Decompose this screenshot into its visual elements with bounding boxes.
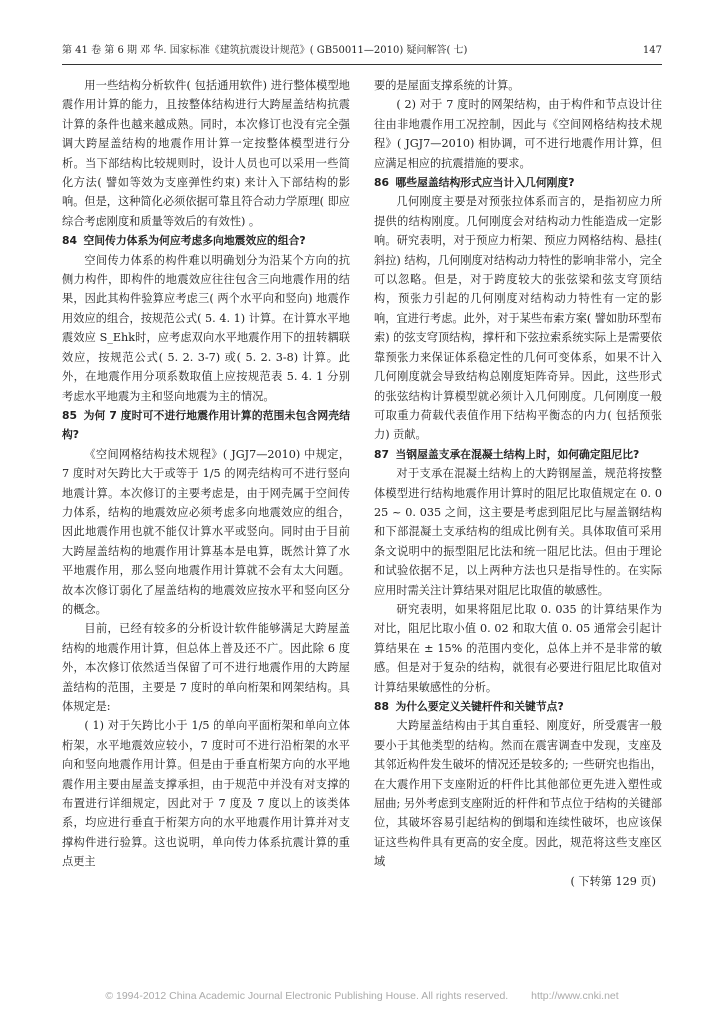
running-header	[62, 40, 662, 64]
question-number: 86	[374, 176, 390, 190]
question-87	[374, 445, 662, 464]
question-text: 为什么要定义关键杆件和关键节点?	[395, 700, 564, 713]
right-column	[374, 76, 662, 966]
paragraph-intro: 用一些结构分析软件( 包括通用软件) 进行整体模型地震作用计算的能力，且按整体结构进行大跨屋盖结构抗震计算的条件也越来越成熟。同时，本次修订也没有完全强调大跨屋盖结构的地震作用计算一定按整体模型进行分析。当下部结构比较规则时，设计人员也可以采用一些简化方法( 譬如等效为支座弹性约束) 来计入下部结构的影响。但是，这种简化必须依据可靠且符合动力学原理( 即应综合考虑刚度和质量等效后的有效性) 。	[62, 79, 350, 228]
question-84	[62, 231, 350, 250]
answer-85-paragraph-1: 《空间网格结构技术规程》( JGJ7—2010) 中规定，7 度时对矢跨比大于或等于 1/5 的网壳结构可不进行竖向地震计算。本次修订的主要考虑是，由于网壳属于空间传力体系，结构的地震效应必须考虑多向地震效应的组合，因此地震作用也就不能仅计算水平或竖向。同时由于目前大跨屋盖结构的地震作用计算基本是电算，既然计算了水平地震作用，那么竖向地震作用计算就不会有太大问题。故本次修订弱化了屋盖结构的地震效应按水平和竖向区分的概念。	[62, 447, 350, 616]
question-text: 当钢屋盖支承在混凝土结构上时，如何确定阻尼比?	[395, 447, 640, 461]
copyright-footer	[0, 990, 724, 1002]
question-85	[62, 406, 350, 445]
question-text: 为何 7 度时可不进行地震作用计算的范围未包含网壳结构?	[62, 408, 350, 442]
copyright-text: © 1994-2012 China Academic Journal Electronic Publishing House. All rights reserved.	[105, 990, 509, 1002]
question-number: 84	[62, 234, 78, 248]
question-text: 哪些屋盖结构形式应当计入几何刚度?	[395, 176, 575, 190]
answer-88: 大跨屋盖结构由于其自重轻、刚度好，所受震害一般要小于其他类型的结构。然而在震害调查中发现，支座及其邻近构件发生破坏的情况还是较多的; 一些研究也指出，在大震作用下支座附近的杆件比其他部位更先进入塑性或屈曲; 另外考虑到支座附近的杆件和节点位于结构的关键部位，其破坏容易引起结构的倒塌和连续性破坏，也应该保证这些构件具有更高的安全度。因此，规范将这些支座区域	[374, 719, 662, 869]
left-column	[62, 76, 350, 966]
answer-85-paragraph-3: ( 1) 对于矢跨比小于 1/5 的单向平面桁架和单向立体桁架，水平地震效应较小，7 度时可不进行沿桁架的水平向和竖向地震作用计算。但是由于垂直桁架方向的水平地震作用主要由屋盖支撑承担，由于规范中并没有对支撑的布置进行详细规定，因此对于 7 度及 7 度以上的该类体系，均应进行垂直于桁架方向的水平地震作用计算并对支撑构件进行验算。这也说明，单向传力体系抗震计算的重点更主	[62, 719, 350, 869]
question-number: 88	[374, 700, 390, 713]
question-88	[374, 697, 662, 716]
question-number: 87	[374, 447, 390, 461]
answer-85-paragraph-4: ( 2) 对于 7 度时的网架结构，由于构件和节点设计往往由非地震作用工况控制，因此与《空间网格结构技术规程》( JGJ7—2010) 相协调，可不进行地震作用计算，但应满足相应的抗震措施的要求。	[374, 98, 662, 170]
question-86	[374, 173, 662, 192]
continued-note: ( 下转第 129 页)	[570, 874, 656, 888]
page-number: 147	[642, 45, 662, 56]
answer-85-paragraph-2: 目前，已经有较多的分析设计软件能够满足大跨屋盖结构的地震作用计算，但总体上普及还不广。因此除 6 度外，本次修订依然适当保留了可不进行地震作用的大跨屋盖结构的范围，主要是 7 度时的单向桁架和网架结构。具体规定是:	[62, 622, 350, 713]
answer-85-continued: 要的是屋面支撑系统的计算。	[374, 79, 520, 92]
answer-87-paragraph-2: 研究表明，如果将阻尼比取 0. 035 的计算结果作为对比，阻尼比取小值 0. 02 和取大值 0. 05 通常会引起计算结果在 ± 15% 的范围内变化，总体上并不是非常的敏感。但是对于复杂的结构，就很有必要进行阻尼比取值对计算结果敏感性的分析。	[374, 602, 662, 694]
answer-86: 几何刚度主要是对预张拉体系而言的，是指初应力所提供的结构刚度。几何刚度会对结构动力性能造成一定影响。研究表明，对于预应力桁架、预应力网格结构、悬挂( 斜拉) 结构，几何刚度对结构动力特性的影响非常小，完全可以忽略。但是，对于跨度较大的张弦梁和弦支穹顶结构，预张力引起的几何刚度对结构动力特性有一定的影响，宜进行考虑。此外，对于某些布索方案( 譬如肋环型布索) 的弦支穹顶结构，撑杆和下弦拉索系统实际上是需要依靠预张力来保证体系稳定性的几何可变体系，如果不计入几何刚度就会导致结构总刚度矩阵奇异。因此，这些形式的张弦结构计算模型就必须计入几何刚度。几何刚度一般可取重力荷载代表值作用下结构平衡态的内力( 包括预张力) 贡献。	[374, 195, 662, 442]
answer-84: 空间传力体系的构件难以明确划分为沿某个方向的抗侧力构件，即构件的地震效应往往包含三向地震作用的结果，因此其构件验算应考虑三( 两个水平向和竖向) 地震作用效应的组合，按规范公式( 5. 4. 1) 计算。在计算水平地震效应 S_Ehk时，应考虑双向水平地震作用下的扭转耦联效应，按规范公式( 5. 2. 3-7) 或( 5. 2. 3-8) 计算。此外，在地震作用分项系数取值上应按规范表 5. 4. 1 分别考虑水平地震为主和竖向地震为主的情况。	[62, 253, 350, 403]
question-number: 85	[62, 408, 78, 422]
running-title: 第 41 卷 第 6 期 邓 华. 国家标准《建筑抗震设计规范》( GB50011—2010) 疑问解答( 七)	[62, 45, 468, 56]
header-divider	[62, 64, 662, 65]
question-text: 空间传力体系为何应考虑多向地震效应的组合?	[83, 234, 306, 248]
footer-url[interactable]: http://www.cnki.net	[531, 990, 619, 1002]
answer-87-paragraph-1: 对于支承在混凝土结构上的大跨钢屋盖，规范将按整体模型进行结构地震作用计算时的阻尼比取值规定在 0. 025 ~ 0. 035 之间，这主要是考虑到阻尼比与屋盖钢结构和下部混凝土支承结构的组成比例有关。具体取值可采用条文说明中的振型阻尼比法和统一阻尼比法。但由于理论和试验依据不足，以上两种方法也只是指导性的。在实际应用时需关注计算结果对阻尼比取值的敏感性。	[374, 467, 662, 597]
